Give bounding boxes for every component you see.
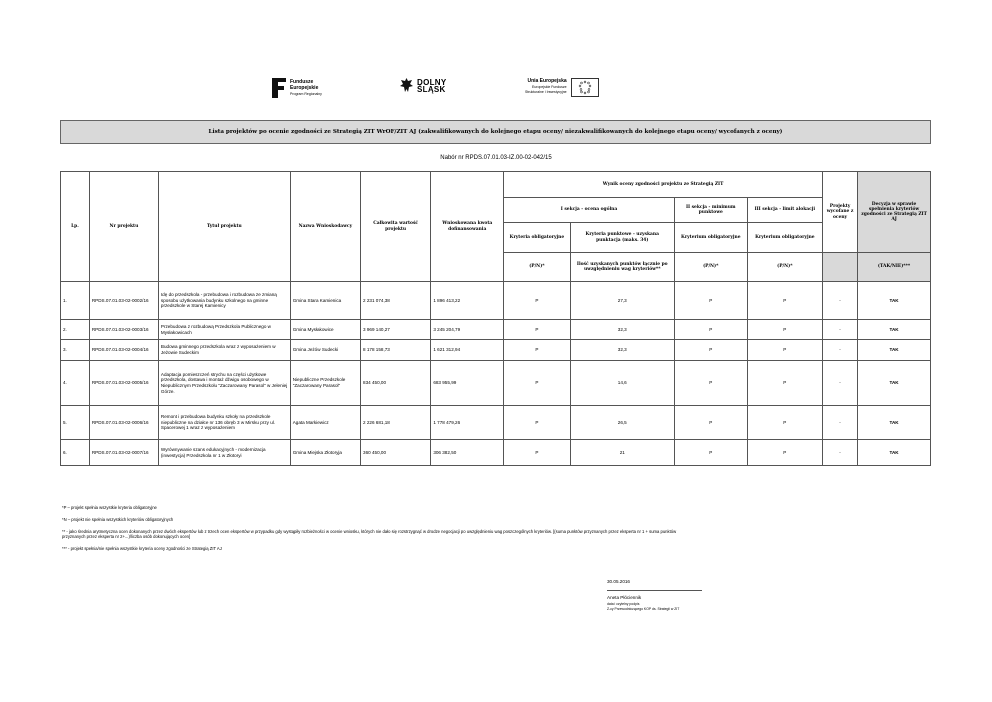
cell-nr: RPDS.07.01.03-02-0006/16 (89, 406, 158, 440)
cell-sekcja3: P (747, 361, 822, 406)
cell-sekcja2: P (674, 320, 747, 340)
cell-punkty: 32,3 (570, 340, 674, 361)
cell-sekcja3: P (747, 320, 822, 340)
fe-line3: Program Regionalny (290, 92, 322, 96)
cell-tytul: Budowa gminnego przedszkola wraz z wyposażeniem w Jeżowie Sudeckim (158, 340, 290, 361)
cell-wnioskodawca: Gmina Stara Kamienica (290, 282, 360, 320)
cell-lp: 2. (61, 320, 90, 340)
signature-date: 30.05.2016 (607, 579, 630, 584)
footnote-1: *P – projekt spełnia wszystkie kryteria obligatoryjne (62, 505, 157, 510)
eu-flag-icon (571, 78, 599, 97)
table-row (61, 320, 931, 340)
cell-punkty: 21 (570, 440, 674, 466)
signature-block (607, 579, 702, 612)
cell-wycofane: - (822, 320, 857, 340)
header-kryterium-obligatoryjne-2: Kryterium obligatoryjne (674, 223, 747, 253)
header-wynik: Wynik oceny zgodności projektu ze Strategią ZIT (504, 172, 823, 198)
cell-wycofane: - (822, 440, 857, 466)
header-kryteria-obligatoryjne: Kryteria obligatoryjne (504, 223, 571, 253)
cell-nr: RPDS.07.01.03-02-0005/16 (89, 361, 158, 406)
cell-wnioskodawca: Gmina Miejska Złotoryja (290, 440, 360, 466)
cell-wnioskodawca: Gmina Jeżów Sudecki (290, 340, 360, 361)
cell-sekcja1: P (504, 406, 571, 440)
signature-name: Aneta Płóciennik (607, 595, 642, 600)
header-sekcja3: III sekcja - limit alokacji (747, 198, 822, 223)
cell-wycofane: - (822, 340, 857, 361)
cell-wnioskodawca: Niepubliczne Przedszkole "Zaczarowany Parasol" (290, 361, 360, 406)
cell-punkty: 14,6 (570, 361, 674, 406)
header-kryteria-punktowe: Kryteria punktowe - uzyskana punktacja (maks. 34) (570, 223, 674, 253)
cell-lp: 4. (61, 361, 90, 406)
cell-sekcja2: P (674, 440, 747, 466)
cell-nr: RPDS.07.01.03-02-0007/16 (89, 440, 158, 466)
cell-decyzja: TAK (858, 340, 931, 361)
cell-wycofane: - (822, 406, 857, 440)
signature-line (607, 590, 702, 591)
cell-decyzja: TAK (858, 320, 931, 340)
cell-wartosc: 3 969 140,27 (361, 320, 431, 340)
document-title-text: Lista projektów po ocenie zgodności ze Strategią ZIT WrOF/ZIT AJ (zakwalifikowanych do kolejnego etapu oceny/ niezakwalifikowanych do kolejnego etapu oceny/ wycofanych z oceny) (208, 129, 783, 135)
table-row (61, 440, 931, 466)
cell-decyzja: TAK (858, 406, 931, 440)
cell-decyzja: TAK (858, 282, 931, 320)
cell-sekcja2: P (674, 361, 747, 406)
header-ilosc-punktow: Ilość uzyskanych punktów łącznie po uwzględnieniu wag kryteriów** (570, 253, 674, 282)
cell-nr: RPDS.07.01.03-02-0003/16 (89, 320, 158, 340)
eagle-icon (400, 78, 413, 93)
cell-lp: 6. (61, 440, 90, 466)
fe-line1: Fundusze (290, 79, 314, 85)
signature-caption: data i czytelny podpis (607, 602, 640, 606)
cell-wartosc: 834 450,00 (361, 361, 431, 406)
cell-nr: RPDS.07.01.03-02-0004/16 (89, 340, 158, 361)
cell-sekcja3: P (747, 340, 822, 361)
cell-tytul: Idę do przedszkola - przebudowa i rozbudowa ze zmianą sposobu użytkowania budynku szkolnego na gminne przedszkole w Starej Kamienicy (158, 282, 290, 320)
cell-wartosc: 360 450,00 (361, 440, 431, 466)
footnote-4: *** - projekt spełnia/nie spełnia wszystkie kryteria oceny zgodności ze Strategią ZIT AJ (62, 546, 222, 551)
cell-wnioskodawca: Gmina Mysłakowice (290, 320, 360, 340)
header-dofinansowanie: Wnioskowana kwota dofinansowania (431, 172, 504, 282)
cell-punkty: 26,5 (570, 406, 674, 440)
cell-wycofane: - (822, 282, 857, 320)
header-sekcja2: II sekcja - minimum punktowe (674, 198, 747, 223)
header-kryterium-obligatoryjne-3: Kryterium obligatoryjne (747, 223, 822, 253)
dolny-slask-logo (400, 78, 447, 93)
nabor-number: Nabór nr RPDS.07.01.03-IZ.00-02-042/15 (440, 155, 552, 161)
cell-sekcja1: P (504, 440, 571, 466)
fe-star-icon (272, 78, 286, 98)
ue-line2: Europejskie Fundusze (532, 84, 567, 89)
cell-punkty: 27,3 (570, 282, 674, 320)
cell-tytul: Wyrównywanie szans edukacyjnych - modernizacja (inwestycja) Przedszkola nr 1 w Złotoryi (158, 440, 290, 466)
table-row (61, 282, 931, 320)
cell-wartosc: 2 231 074,38 (361, 282, 431, 320)
cell-sekcja1: P (504, 320, 571, 340)
cell-sekcja2: P (674, 406, 747, 440)
table-row (61, 340, 931, 361)
header-pn-1: (P/N)* (504, 253, 571, 282)
table-row (61, 406, 931, 440)
fundusze-europejskie-logo (272, 78, 322, 98)
cell-dofinansowanie: 683 955,99 (431, 361, 504, 406)
header-wycofane-blank (822, 253, 857, 282)
header-wnioskodawca: Nazwa Wnioskodawcy (290, 172, 360, 282)
cell-sekcja2: P (674, 282, 747, 320)
ds-line2: ŚLĄSK (417, 84, 446, 94)
cell-decyzja: TAK (858, 440, 931, 466)
unia-europejska-logo (525, 78, 599, 97)
cell-sekcja1: P (504, 282, 571, 320)
cell-dofinansowanie: 1 778 479,26 (431, 406, 504, 440)
cell-sekcja2: P (674, 340, 747, 361)
header-pn-2: (P/N)* (674, 253, 747, 282)
signature-role: Z-cy Przewodniczącego KOP ds. Strategii w ZIT (607, 607, 680, 611)
cell-sekcja3: P (747, 440, 822, 466)
header-pn-3: (P/N)* (747, 253, 822, 282)
fe-line2: Europejskie (290, 85, 319, 91)
document-title (60, 120, 931, 144)
cell-lp: 5. (61, 406, 90, 440)
header-wycofane: Projekty wycofane z oceny (822, 172, 857, 253)
cell-dofinansowanie: 3 245 204,79 (431, 320, 504, 340)
cell-wartosc: 2 226 681,18 (361, 406, 431, 440)
cell-decyzja: TAK (858, 361, 931, 406)
header-sekcja1: I sekcja - ocena ogólna (504, 198, 675, 223)
table-row (61, 361, 931, 406)
cell-dofinansowanie: 306 382,50 (431, 440, 504, 466)
logo-bar (0, 78, 992, 108)
header-lp: Lp. (61, 172, 90, 282)
header-tak-nie: (TAK/NIE)*** (858, 253, 931, 282)
header-wartosc: Całkowita wartość projektu (361, 172, 431, 282)
footnote-3: ** - jako średnia arytmetyczna ocen dokonanych przez dwóch ekspertów lub z trzech ocen ekspertów w przypadku gdy wystąpiły rozbieżności w ocenie wniosku, których nie dało się rozstrzygnąć w drodze negocjacji po uwzględnieniu wag poszczególnych kryteriów. [(suma punktów przyznanych przez eksperta nr 1 + suma punktów przyznanych przez eksperta nr 2+...)/liczba osób dokonujących ocen] (62, 529, 677, 539)
ds-line1: DOLNY (417, 77, 447, 87)
footnote-2: *N – projekt nie spełnia wszystkich kryteriów obligatoryjnych (62, 517, 174, 522)
header-decyzja: Decyzja w sprawie spełnienia kryteriów zgodności ze Strategią ZIT AJ (858, 172, 931, 253)
cell-sekcja3: P (747, 406, 822, 440)
cell-dofinansowanie: 1 621 312,94 (431, 340, 504, 361)
header-nr: Nr projektu (89, 172, 158, 282)
cell-sekcja3: P (747, 282, 822, 320)
cell-nr: RPDS.07.01.03-02-0002/16 (89, 282, 158, 320)
header-tytul: Tytuł projektu (158, 172, 290, 282)
cell-sekcja1: P (504, 361, 571, 406)
cell-wnioskodawca: Agata Markiewicz (290, 406, 360, 440)
cell-tytul: Adaptacja pomieszczeń strychu na części użytkowe przedszkola, dostawa i montaż dźwigu osobowego w Niepublicznym Przedszkolu "Zaczarowany Parasol" w Jeleniej Górze. (158, 361, 290, 406)
projects-table (60, 171, 931, 466)
cell-tytul: Remont i przebudowa budynku szkoły na przedszkole niepubliczne na działce nr 136 obręb 3 w Mirsku przy ul. Spacerowej 1 wraz z wyposażeniem (158, 406, 290, 440)
cell-sekcja1: P (504, 340, 571, 361)
footnotes (62, 505, 682, 558)
cell-dofinansowanie: 1 896 413,22 (431, 282, 504, 320)
cell-tytul: Przebudowa z rozbudową Przedszkola Publicznego w Mysłakowicach (158, 320, 290, 340)
cell-lp: 1. (61, 282, 90, 320)
cell-wycofane: - (822, 361, 857, 406)
ue-line1: Unia Europejska (527, 78, 567, 85)
cell-wartosc: 8 178 158,73 (361, 340, 431, 361)
cell-lp: 3. (61, 340, 90, 361)
cell-punkty: 32,3 (570, 320, 674, 340)
ue-line3: Strukturalne i Inwestycyjne (525, 90, 567, 95)
